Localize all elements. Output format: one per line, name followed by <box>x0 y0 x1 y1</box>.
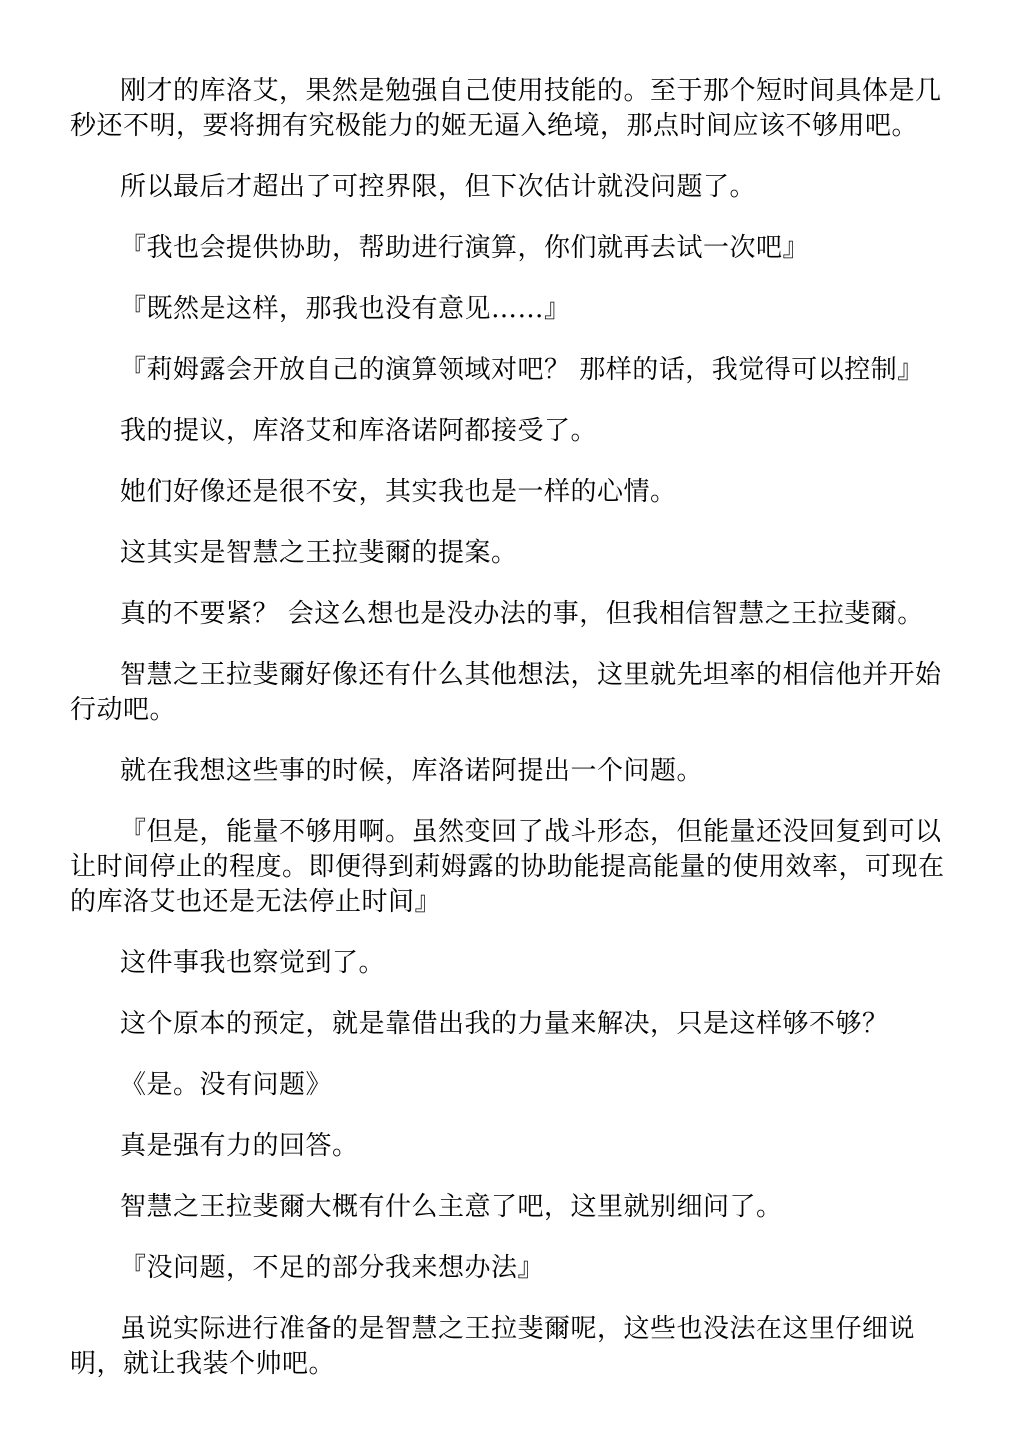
paragraph: 『没问题，不足的部分我来想办法』 <box>120 1253 545 1283</box>
paragraph: 真是强有力的回答。 <box>120 1131 359 1161</box>
paragraph: 这其实是智慧之王拉斐爾的提案。 <box>120 538 518 568</box>
paragraph: 『但是，能量不够用啊。虽然变回了战斗形态，但能量还没回复到可以让时间停止的程度。即便得到莉姆露的协助能提高能量的使用效率，可现在的库洛艾也还是无法停止时间』 <box>70 817 945 917</box>
paragraph: 我的提议，库洛艾和库洛诺阿都接受了。 <box>120 416 598 446</box>
paragraph: 『我也会提供协助，帮助进行演算，你们就再去试一次吧』 <box>120 233 810 263</box>
paragraph: 虽说实际进行准备的是智慧之王拉斐爾呢，这些也没法在这里仔细说明，就让我装个帅吧。 <box>70 1314 916 1379</box>
paragraph: 《是。没有问题》 <box>120 1070 333 1100</box>
paragraph: 就在我想这些事的时候，库洛诺阿提出一个问题。 <box>120 756 704 786</box>
paragraph: 『既然是这样，那我也没有意见……』 <box>120 294 571 324</box>
paragraph: 智慧之王拉斐爾大概有什么主意了吧，这里就别细问了。 <box>120 1192 783 1222</box>
paragraph: 智慧之王拉斐爾好像还有什么其他想法，这里就先坦率的相信他并开始行动吧。 <box>70 660 942 725</box>
paragraph: 她们好像还是很不安，其实我也是一样的心情。 <box>120 477 677 507</box>
paragraph: 真的不要紧？ 会这么想也是没办法的事，但我相信智慧之王拉斐爾。 <box>120 599 924 629</box>
paragraph: 刚才的库洛艾，果然是勉强自己使用技能的。至于那个短时间具体是几秒还不明，要将拥有究极能力的姬无逼入绝境，那点时间应该不够用吧。 <box>70 76 942 141</box>
paragraph: 这件事我也察觉到了。 <box>120 948 386 978</box>
paragraph: 这个原本的预定，就是靠借出我的力量来解决，只是这样够不够？ <box>120 1009 889 1039</box>
paragraph: 所以最后才超出了可控界限，但下次估计就没问题了。 <box>120 172 757 202</box>
document-body <box>70 74 950 1382</box>
paragraph: 『莉姆露会开放自己的演算领域对吧？ 那样的话，我觉得可以控制』 <box>120 355 924 385</box>
